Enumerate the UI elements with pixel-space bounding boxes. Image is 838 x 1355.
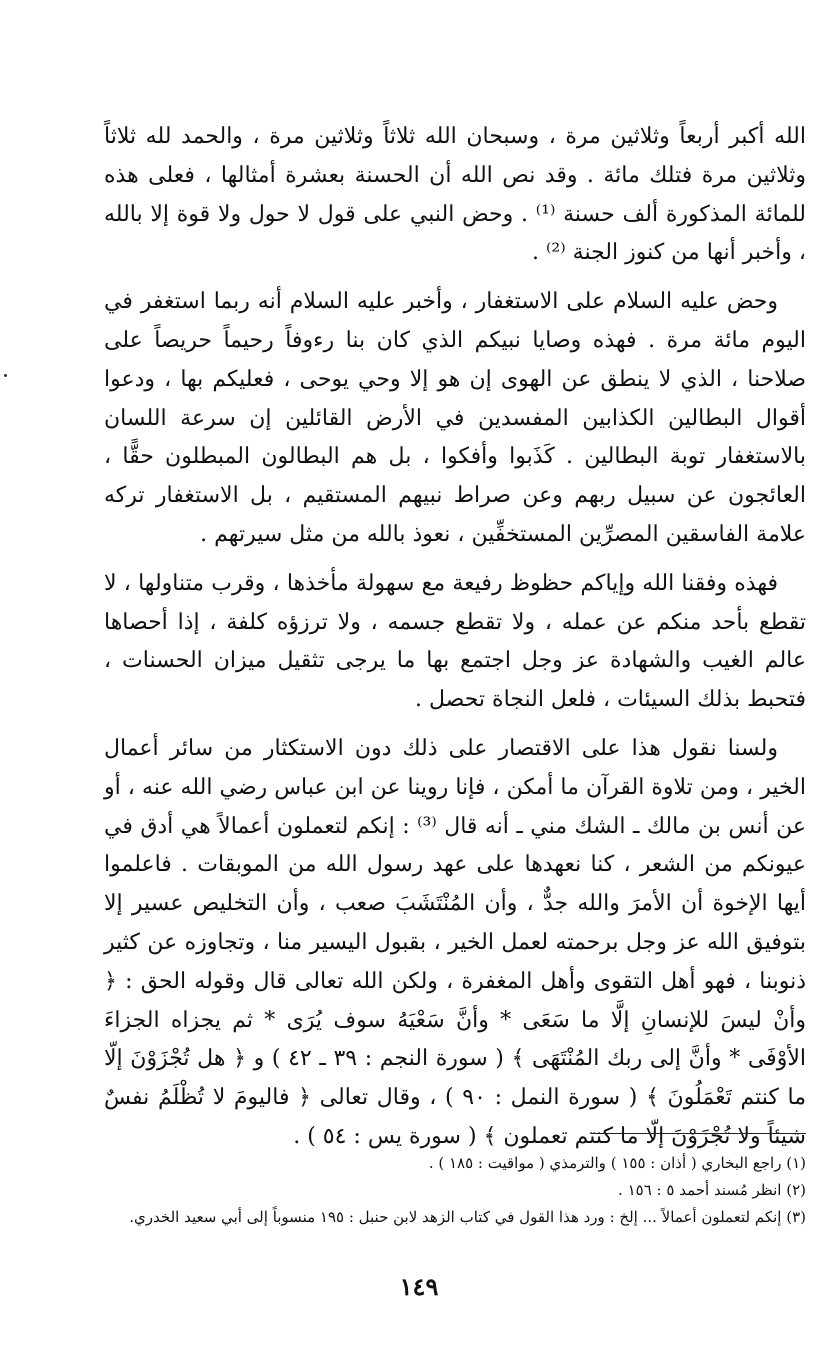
footnotes [90,1150,806,1231]
footnote-divider [592,1133,806,1134]
paragraph-4: ولسنا نقول هذا على الاقتصار على ذلك دون الاستكثار من سائر أعمال الخير ، ومن تلاوة القرآن ما أمكن ، فإنا روينا عن ابن عباس رضي الله عنه ، أو عن أنس بن مالك ـ الشك مني ـ أنه قال ⁽³⁾ : إنكم لتعملون أعمالاً هي أدق في عيونكم من الشعر ، كنا نعهدها على عهد رسول الله من الموبقات . فاعلموا أيها الإخوة أن الأمرَ والله جدٌّ ، وأن المُنْتَشَبَ صعب ، وأن التخليص عسير إلا بتوفيق الله عز وجل برحمته لعمل الخير ، بقبول اليسير منا ، وتجاوزه عن كثير ذنوبنا ، فهو أهل التقوى وأهل المغفرة ، ولكن الله تعالى قال وقوله الحق : ﴿ وأنْ ليسَ للإنسانِ إلَّا ما سَعَى * وأنَّ سَعْيَهُ سوف يُرَى * ثم يجزاه الجزاءَ الأوْفَى * وأنَّ إلى ربك المُنْتَهَى ﴾ ( سورة النجم : ٣٩ ـ ٤٢ ) و ﴿ هل تُجْزَوْنَ إلّا ما كنتم تَعْمَلُونَ ﴾ ( سورة النمل : ٩٠ ) ، وقال تعالى ﴿ فاليومَ لا تُظْلَمُ نفسٌ شيئاً ولا تُجْزَوْنَ إلّا ما كنتم تعملون ﴾ ( سورة يس : ٥٤ ) . [104,735,807,1149]
main-text [104,118,806,1157]
footnote-3: (٣) إنكم لتعملون أعمالاً ... إلخ : ورد هذا القول في كتاب الزهد لابن حنبل : ١٩٥ منسوباً إلى أبي سعيد الخدري. [129,1208,806,1226]
page-number: ١٤٩ [399,1272,439,1301]
paragraph-1: الله أكبر أربعاً وثلاثين مرة ، وسبحان الله ثلاثاً وثلاثين مرة ، والحمد لله ثلاثاً وثلاثين مرة فتلك مائة . وقد نص الله أن الحسنة بعشرة أمثالها ، فعلى هذه للمائة المذكورة ألف حسنة ⁽¹⁾ . وحض النبي على قول لا حول ولا قوة إلا بالله ، وأخبر أنها من كنوز الجنة ⁽²⁾ . [104,124,806,266]
scan-speck [4,374,7,377]
footnote-1: (١) راجع البخاري ( أذان : ١٥٥ ) والترمذي ( مواقيت : ١٨٥ ) . [428,1154,806,1172]
paragraph-2: وحض عليه السلام على الاستغفار ، وأخبر عليه السلام أنه ربما استغفر في اليوم مائة مرة . فهذه وصايا نبيكم الذي كان بنا رءوفاً رحيماً حريصاً على صلاحنا ، الذي لا ينطق عن الهوى إن هو إلا وحي يوحى ، فعليكم بها ، ودعوا أقوال البطالين الكذابين المفسدين في الأرض القائلين إن سرعة اللسان بالاستغفار توبة البطالين . كَذَبوا وأفكوا ، بل هم البطالون المبطلون حقًّا ، العائجون عن سبيل ربهم وعن صراط نبيهم المستقيم ، بل الاستغفار تركه علامة الفاسقين المصرِّين المستخفِّين ، نعوذ بالله من مثل سيرتهم . [104,289,806,547]
footnote-2: (٢) انظر مُسند أحمد ٥ : ١٥٦ . [618,1181,806,1199]
paragraph-3: فهذه وفقنا الله وإياكم حظوظ رفيعة مع سهولة مأخذها ، وقرب متناولها ، لا تقطع بأحد منكم عن عمله ، ولا تقطع جسمه ، ولا ترزؤه كلفة ، إذا أحصاها عالم الغيب والشهادة عز وجل اجتمع بها ما يرجى تثقيل ميزان الحسنات ، فتحبط بذلك السيئات ، فلعل النجاة تحصل . [104,570,806,713]
